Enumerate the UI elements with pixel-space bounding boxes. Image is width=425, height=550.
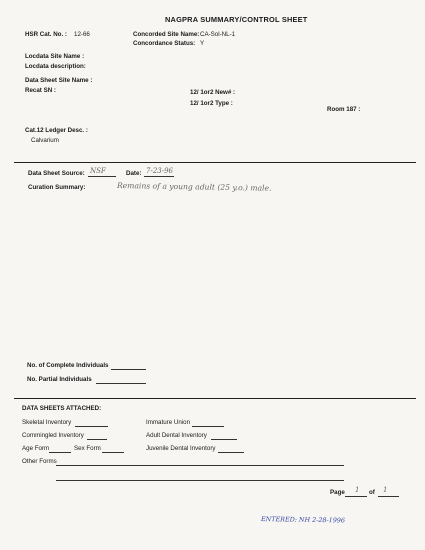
page-label: Page bbox=[330, 489, 345, 496]
juvenile-dental-inventory-field[interactable] bbox=[218, 452, 244, 453]
date-value: 7-23-96 bbox=[146, 167, 173, 175]
data-sheet-site-name-label: Data Sheet Site Name : bbox=[25, 77, 93, 84]
page-total-underline bbox=[378, 496, 399, 497]
entered-handwritten-note: ENTERED: NH 2-28-1996 bbox=[260, 515, 346, 525]
data-sheets-attached-heading: DATA SHEETS ATTACHED: bbox=[22, 405, 102, 412]
other-forms-field-2[interactable] bbox=[56, 480, 344, 481]
immature-union-field[interactable] bbox=[192, 426, 224, 427]
date-label: Date: bbox=[126, 170, 142, 177]
concorded-site-label: Concorded Site Name: bbox=[133, 31, 200, 38]
age-form-field[interactable] bbox=[49, 452, 71, 453]
ledger-desc-label: Cat.12 Ledger Desc. : bbox=[25, 127, 88, 134]
other-forms-field[interactable] bbox=[56, 465, 344, 466]
source-underline bbox=[88, 176, 116, 177]
skeletal-inventory-label: Skeletal Inventory bbox=[22, 419, 72, 426]
hsr-cat-label: HSR Cat. No. : bbox=[25, 31, 67, 38]
locdata-description-label: Locdata description: bbox=[25, 63, 86, 70]
section-divider-bottom bbox=[14, 398, 416, 399]
type-label: 12/ 1or2 Type : bbox=[190, 100, 233, 107]
section-divider-top bbox=[14, 162, 416, 163]
adult-dental-inventory-field[interactable] bbox=[211, 439, 237, 440]
date-underline bbox=[144, 176, 174, 177]
concordance-status-label: Concordance Status: bbox=[133, 40, 196, 47]
complete-individuals-field[interactable] bbox=[111, 369, 146, 370]
hsr-cat-value: 12-66 bbox=[74, 31, 90, 38]
skeletal-inventory-field[interactable] bbox=[75, 426, 108, 427]
concordance-status-value: Y bbox=[200, 40, 205, 47]
sex-form-label: Sex Form bbox=[74, 445, 101, 452]
curation-summary-label: Curation Summary: bbox=[28, 184, 86, 191]
commingled-inventory-label: Commingled Inventory bbox=[22, 432, 84, 439]
adult-dental-inventory-label: Adult Dental Inventory bbox=[146, 432, 207, 439]
sex-form-field[interactable] bbox=[102, 452, 124, 453]
new-number-label: 12/ 1or2 New# : bbox=[190, 89, 236, 96]
age-form-label: Age Form bbox=[22, 445, 50, 452]
room-label: Room 187 : bbox=[327, 106, 361, 113]
page-total-value: 1 bbox=[383, 486, 388, 494]
immature-union-label: Immature Union bbox=[146, 419, 191, 426]
recat-sn-label: Recat SN : bbox=[25, 87, 56, 94]
locdata-site-name-label: Locdata Site Name : bbox=[25, 53, 85, 60]
of-label: of bbox=[369, 489, 375, 496]
other-forms-label: Other Forms bbox=[22, 458, 57, 465]
commingled-inventory-field[interactable] bbox=[87, 439, 107, 440]
data-sheet-source-value: NSF bbox=[90, 167, 106, 175]
ledger-desc-value: Calvarium bbox=[31, 137, 59, 144]
partial-individuals-label: No. Partial Individuals bbox=[27, 376, 92, 383]
partial-individuals-field[interactable] bbox=[96, 383, 146, 384]
complete-individuals-label: No. of Complete Individuals bbox=[27, 362, 109, 369]
concorded-site-value: CA-Sol-NL-1 bbox=[200, 31, 236, 38]
page-title: NAGPRA SUMMARY/CONTROL SHEET bbox=[165, 15, 308, 24]
page-number-underline bbox=[345, 496, 367, 497]
page-number-value: 1 bbox=[355, 486, 360, 494]
juvenile-dental-inventory-label: Juvenile Dental Inventory bbox=[146, 445, 216, 452]
data-sheet-source-label: Data Sheet Source: bbox=[28, 170, 85, 177]
curation-summary-value: Remains of a young adult (25 y.o.) male. bbox=[116, 181, 272, 193]
